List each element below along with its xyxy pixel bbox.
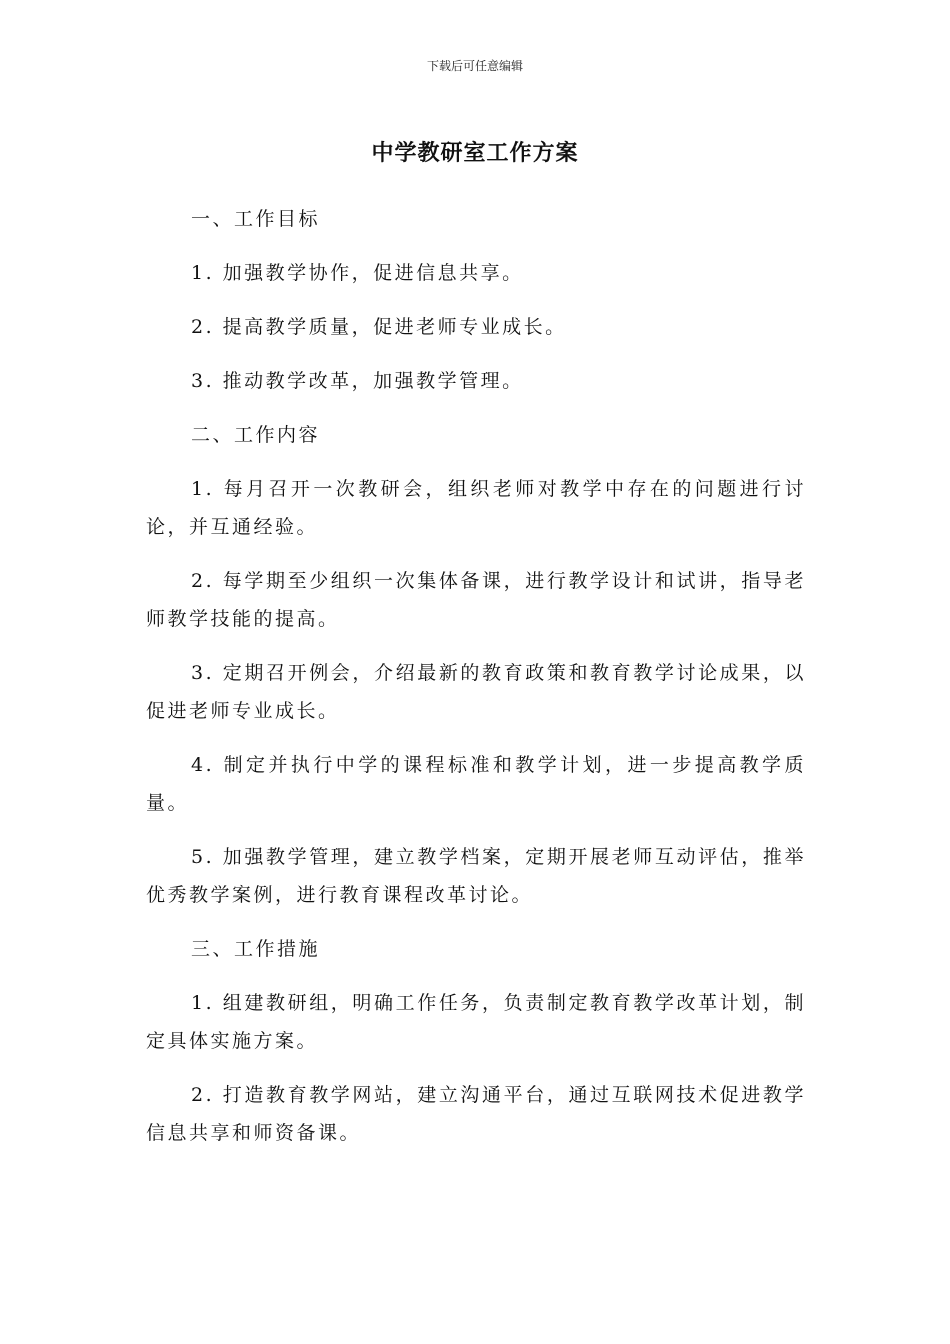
section-heading-goals: 一、工作目标 bbox=[191, 208, 321, 230]
goal-item-2: 2. 提高教学质量，促进老师专业成长。 bbox=[191, 316, 567, 338]
header-note: 下载后可任意编辑 bbox=[426, 59, 523, 73]
document-title: 中学教研室工作方案 bbox=[371, 141, 579, 166]
document-body bbox=[146, 200, 806, 1168]
goal-item-3: 3. 推动教学改革，加强教学管理。 bbox=[191, 370, 524, 392]
measure-item-1: 1. 组建教研组，明确工作任务，负责制定教育教学改革计划，制定具体实施方案。 bbox=[146, 992, 806, 1052]
content-item-2: 2. 每学期至少组织一次集体备课，进行教学设计和试讲，指导老师教学技能的提高。 bbox=[146, 570, 806, 630]
content-item-5: 5. 加强教学管理，建立教学档案，定期开展老师互动评估，推举优秀教学案例，进行教育课程改革讨论。 bbox=[146, 846, 806, 906]
section-heading-content: 二、工作内容 bbox=[191, 424, 321, 446]
goal-item-1: 1. 加强教学协作，促进信息共享。 bbox=[191, 262, 524, 284]
content-item-4: 4. 制定并执行中学的课程标准和教学计划，进一步提高教学质量。 bbox=[146, 754, 806, 814]
measure-item-2: 2. 打造教育教学网站，建立沟通平台，通过互联网技术促进教学信息共享和师资备课。 bbox=[146, 1084, 806, 1144]
content-item-1: 1. 每月召开一次教研会，组织老师对教学中存在的问题进行讨论，并互通经验。 bbox=[146, 478, 806, 538]
section-heading-measures: 三、工作措施 bbox=[191, 938, 321, 960]
content-item-3: 3. 定期召开例会，介绍最新的教育政策和教育教学讨论成果，以促进老师专业成长。 bbox=[146, 662, 806, 722]
